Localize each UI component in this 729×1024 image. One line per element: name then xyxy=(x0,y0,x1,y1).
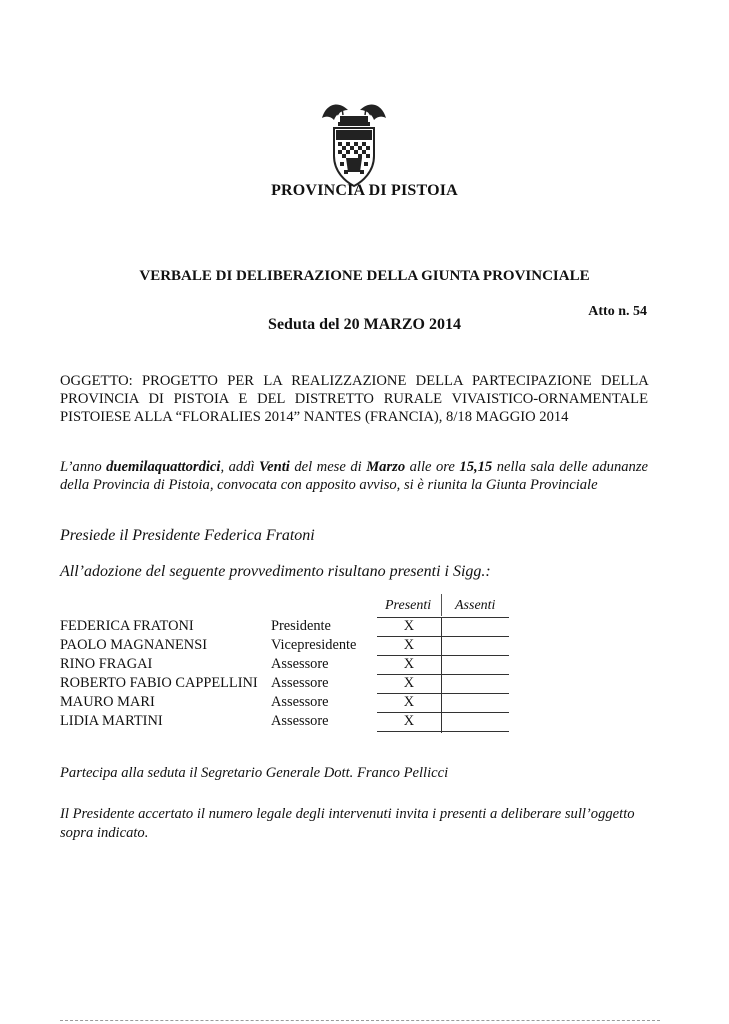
presente-mark: X xyxy=(403,656,415,672)
member-role: Assessore xyxy=(271,656,329,672)
member-name: RINO FRAGAI xyxy=(60,656,153,672)
table-row xyxy=(0,675,729,695)
presente-mark: X xyxy=(403,713,415,729)
member-name: MAURO MARI xyxy=(60,694,155,710)
presiede-line: Presiede il Presidente Federica Fratoni xyxy=(60,527,315,544)
member-name: LIDIA MARTINI xyxy=(60,713,163,729)
member-role: Presidente xyxy=(271,618,331,634)
table-row xyxy=(0,694,729,714)
intro-anno: duemilaquattordici xyxy=(106,459,221,475)
oggetto-line: OGGETTO: PROGETTO PER LA REALIZZAZIONE DELLA PARTECIPAZIONE DELLA xyxy=(60,373,648,389)
oggetto-line: PROVINCIA DI PISTOIA E DEL DISTRETTO RURALE VIVAISTICO-ORNAMENTALE xyxy=(60,391,648,407)
member-role: Assessore xyxy=(271,713,329,729)
intro-ora: 15,15 xyxy=(459,459,493,475)
intro-mese: Marzo xyxy=(366,459,406,475)
footer-rule xyxy=(60,1020,660,1022)
presidente-note: Il Presidente accertato il numero legale degli intervenuti invita i presenti a deliberare sull’oggetto sopra indicato. xyxy=(60,806,635,841)
member-role: Vicepresidente xyxy=(271,637,357,653)
member-role: Assessore xyxy=(271,694,329,710)
intro-text: alle ore xyxy=(405,459,460,475)
intro-text: L’anno xyxy=(60,459,107,475)
presente-mark: X xyxy=(403,694,415,710)
atto-number: Atto n. 54 xyxy=(588,304,647,319)
member-name: PAOLO MAGNANENSI xyxy=(60,637,207,653)
presente-mark: X xyxy=(403,637,415,653)
segretario-line: Partecipa alla seduta il Segretario Generale Dott. Franco Pellicci xyxy=(60,765,449,781)
presente-mark: X xyxy=(403,675,415,691)
member-name: FEDERICA FRATONI xyxy=(60,618,194,634)
column-divider xyxy=(441,594,442,616)
provincia-crest-icon xyxy=(316,96,392,192)
seduta-date: Seduta del 20 MARZO 2014 xyxy=(268,316,461,333)
intro-paragraph xyxy=(60,458,648,494)
table-row xyxy=(0,656,729,676)
table-row xyxy=(0,637,729,657)
member-role: Assessore xyxy=(271,675,329,691)
table-row xyxy=(0,713,729,733)
row-rule xyxy=(377,731,509,732)
intro-text: , addì xyxy=(220,459,260,475)
intro-giorno: Venti xyxy=(259,459,290,475)
presenti-header: Presenti xyxy=(385,598,432,613)
intro-text: del mese di xyxy=(289,459,367,475)
table-row xyxy=(0,618,729,638)
organization-name: PROVINCIA DI PISTOIA xyxy=(271,182,458,199)
document-title: VERBALE DI DELIBERAZIONE DELLA GIUNTA PROVINCIALE xyxy=(139,268,590,284)
adozione-line: All’adozione del seguente provvedimento risultano presenti i Sigg.: xyxy=(60,563,491,580)
oggetto-line: PISTOIESE ALLA “FLORALIES 2014” NANTES (FRANCIA), 8/18 MAGGIO 2014 xyxy=(60,409,569,425)
oggetto-paragraph xyxy=(60,372,648,426)
intro-text: nella sala delle adunanze della Provincia di Pistoia, convocata con apposito avviso, si è riunita la Giunta Provinciale xyxy=(60,459,649,493)
presente-mark: X xyxy=(403,618,415,634)
member-name: ROBERTO FABIO CAPPELLINI xyxy=(60,675,258,691)
assenti-header: Assenti xyxy=(455,598,496,613)
